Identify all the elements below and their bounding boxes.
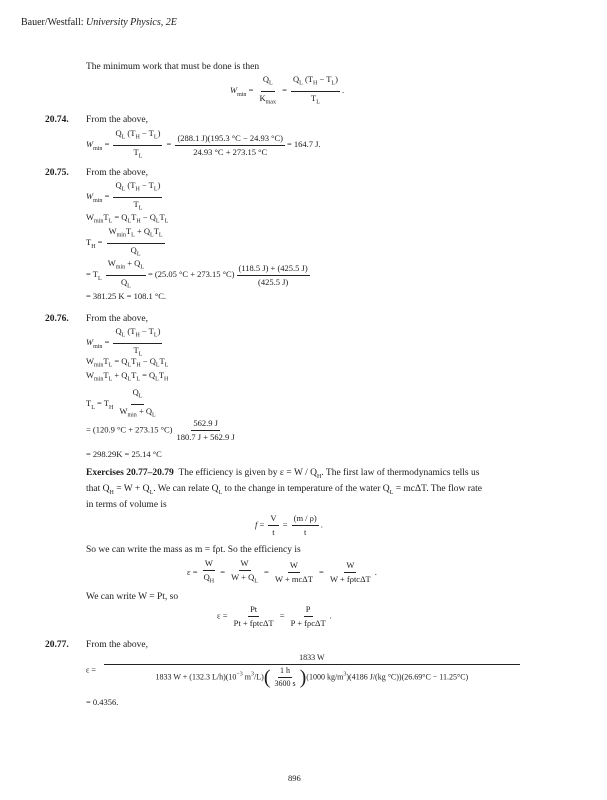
problem-20-74-denominator: 24.93 °C + 273.15 °C [193, 146, 268, 157]
exercises-para2b: = W + Q [113, 484, 150, 494]
problem-20-76-line2: $W_{min}T_L = Q_LT_H - Q_LT_L$ [86, 356, 169, 369]
exercises-para2e: = mcΔT. The flow rate [393, 484, 482, 494]
header-authors: Bauer/Westfall: [21, 17, 87, 28]
problem-20-77-den-b: m [242, 672, 252, 682]
exercises-para2d: to the change in temperature of the water Q [222, 484, 390, 494]
problem-20-77-denominator: 1833 W + (132.3 $L/h)(10^{-3}$ $m^3/L$)( $\frac{1 h}{3600 s}$ )(1000 $kg/m^3)(4186$ J/(kg °C))(26.69°C − 11.25°C) [155, 666, 469, 689]
problem-20-76-line3: $W_{min}T_L + Q_LT_L = Q_LT_H$ [86, 370, 169, 383]
hour-denominator: 3600 s [274, 679, 296, 688]
problem-20-76-text: From the above, [86, 314, 149, 324]
problem-20-75-ratio-den: (425.5 J) [257, 276, 289, 287]
mass-text: So we can write the mass as m = fρt. So the efficiency is [86, 545, 301, 555]
problem-number-20-74: 20.74. [45, 115, 69, 125]
problem-20-77-den-e: )(4186 J/(kg °C))(26.69°C − 11.25°C) [346, 672, 469, 682]
problem-20-75-text: From the above, [86, 168, 149, 178]
exercises-para2a: that Q [86, 484, 110, 494]
exercises-para2c: . We can relate Q [153, 484, 219, 494]
efficiency-den3: W + mcΔT [274, 574, 313, 585]
exercises-para1a: The efficiency is given by ε = W / Q [178, 468, 317, 478]
problem-20-75-ratio-num: (118.5 J) + (425.5 J) [237, 263, 310, 276]
problem-20-74-result: = 164.7 J. [287, 139, 321, 150]
problem-20-77-result: = 0.4356. [86, 697, 119, 707]
power-efficiency-equation: ε = $\frac{Pt}{\text{Pt + fρtcΔT}}$ = $\frac{P}{\text{P + fρcΔT}}$ . [217, 604, 332, 628]
exercises-paragraph-line1: Exercises 20.77–20.79 The efficiency is given by $\varepsilon = W / Q_H$. The first law of thermodynamics tells us [86, 468, 480, 480]
power-den1: Pt + fρtcΔT [233, 618, 274, 628]
problem-20-77-den-d: (1000 kg/m [306, 672, 344, 682]
problem-20-75-line2: $W_{min}T_L = Q_LT_H - Q_LT_L$ [86, 212, 169, 225]
problem-20-75-line3: $T_H$ = $\frac{W_{min}T_L + Q_LT_L}{Q_L}$ [86, 226, 163, 258]
flow-rate-equation: f = $\frac{V}{t}$ = $\frac{(m / \rho)}{t}$ . [255, 513, 323, 537]
problem-20-76-result: = 298.29K = 25.14 °C [86, 449, 162, 459]
problem-20-74-numerator: (288.1 J)(195.3 °C − 24.93 °C) [175, 133, 285, 146]
efficiency-den4: W + fρtcΔT [329, 574, 371, 585]
problem-20-74-text: From the above, [86, 115, 149, 125]
problem-20-76-line4: $T_L = T_H$ $\frac{Q_L}{W_{min} + Q_L}$ [86, 387, 156, 419]
flow-rate-numerator: (m / ρ) [292, 513, 319, 526]
problem-20-77-equation: ε = 1833 W 1833 W + (132.3 $L/h)(10^{-3}$ $m^3/L$)( $\frac{1 h}{3600 s}$ )(1000 $kg/m^3)(4186$ J/(kg °C))(26.69°C − 11.25°C) [86, 652, 522, 689]
header-book-title: University Physics, 2E [86, 17, 177, 28]
problem-20-77-den-c: /L) [254, 672, 264, 682]
page-number: 896 [288, 773, 301, 783]
problem-20-75-result: = 381.25 K = 108.1 °C. [86, 291, 167, 301]
problem-20-75-line4: = $T_L$ $\frac{W_{min} + Q_L}{Q_L}$ = (25.05 °C + 273.15 °C) $\frac{(118.5 J) + (425.5 J)}{(425.5 J)}$ [86, 258, 308, 290]
problem-number-20-77: 20.77. [45, 640, 69, 650]
problem-20-76-line5 [86, 418, 239, 443]
intro-text: The minimum work that must be done is then [86, 62, 260, 72]
problem-20-76-temperature: = (120.9 °C + 273.15 °C) [86, 424, 173, 435]
problem-20-77-den-a: 1833 W + (132.3 L/h)(10 [155, 672, 237, 682]
exercises-title: Exercises 20.77–20.79 [86, 468, 174, 478]
power-den2: P + fρcΔT [290, 618, 326, 628]
exercises-para1b: . The first law of thermodynamics tells us [321, 468, 480, 478]
problem-20-76-ratio-num: 562.9 J [191, 418, 220, 431]
power-text: We can write W = Pt, so [86, 592, 179, 602]
problem-number-20-75: 20.75. [45, 168, 69, 178]
problem-number-20-76: 20.76. [45, 314, 69, 324]
hour-numerator: 1 h [278, 666, 292, 678]
problem-20-77-numerator: 1833 W [104, 652, 520, 665]
problem-20-75-line1: $W_{min}$ = $\frac{Q_L (T_H - T_L)}{T_L}$ [86, 180, 161, 212]
intro-equation: $W_{min}$ = $\frac{Q_L}{K_{max}}$ = $\frac{Q_L (T_H - T_L)}{T_L}$ . [230, 74, 345, 106]
problem-20-77-text: From the above, [86, 640, 149, 650]
problem-20-76-line1: $W_{min}$ = $\frac{Q_L (T_H - T_L)}{T_L}$ [86, 326, 161, 358]
efficiency-equation: ε = $\frac{W}{Q_H}$ = $\frac{W}{W + Q_L}$ = $\frac{W}{\text{W + mcΔT}}$ = $\frac{W}{\text{W + fρtcΔT}}$ . [187, 558, 377, 585]
running-header [21, 17, 177, 28]
exercises-paragraph-line2: that $Q_H = W + Q_L$. We can relate $Q_L$ to the change in temperature of the water $Q_L = mc\Delta T$. The flow rate [86, 484, 482, 496]
problem-20-75-temperature: = (25.05 °C + 273.15 °C) [148, 269, 235, 280]
problem-20-76-ratio-den: 180.7 J + 562.9 J [176, 432, 235, 442]
problem-20-74-equation: $W_{min}$ = $\frac{Q_L (T_H - T_L)}{T_L}$ = $\frac{(288.1 J)(195.3 ^\circ C - 24.93 ^\circ C)}{24.93 ^\circ C + 273.15 ^\circ C}$ = 164.7 J. [86, 128, 321, 160]
exercises-paragraph-line3: in terms of volume is [86, 500, 167, 510]
